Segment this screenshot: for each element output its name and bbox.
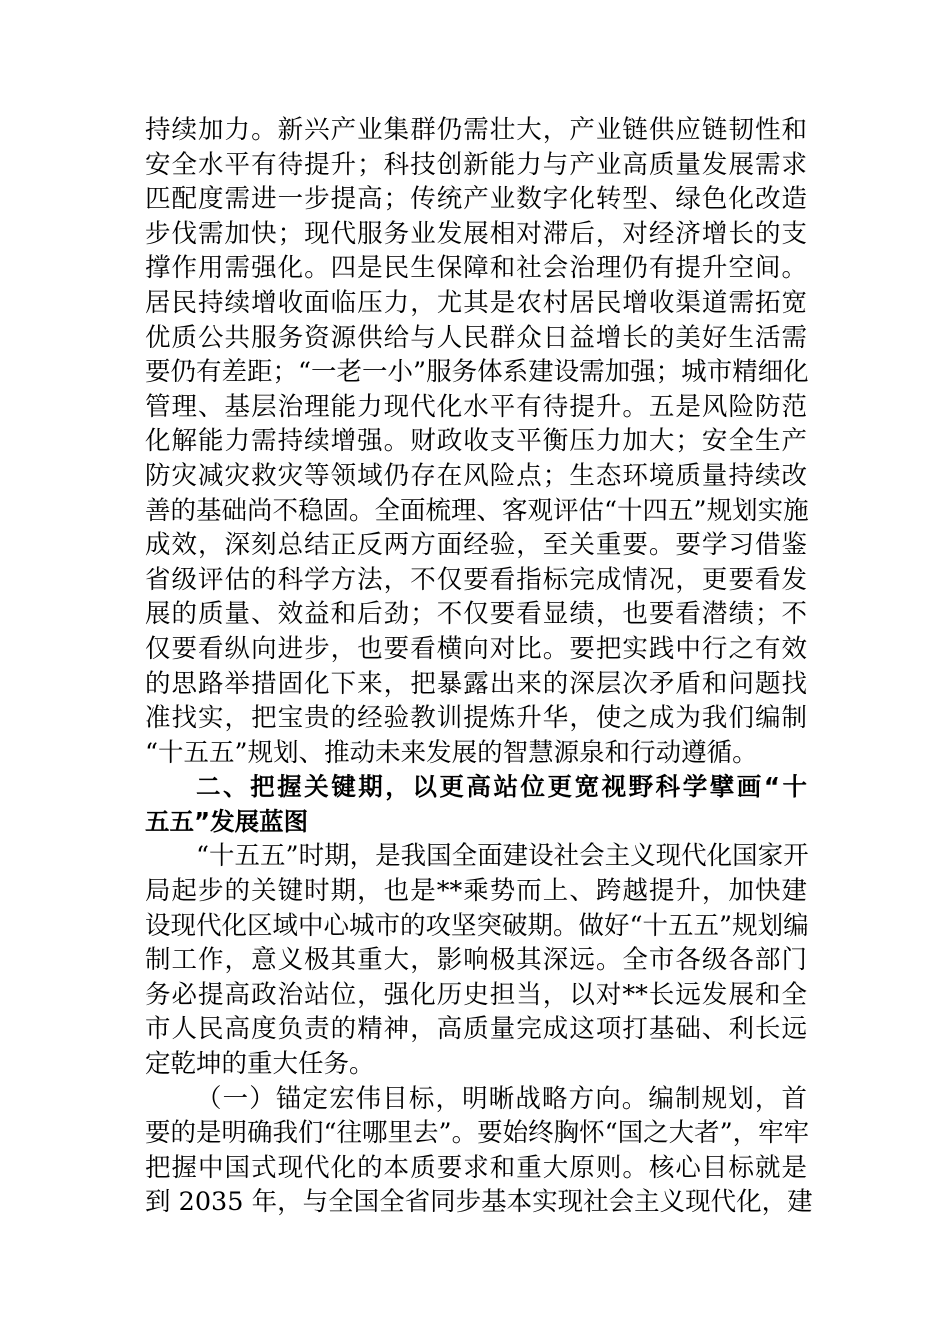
text-line: 持续加力。新兴产业集群仍需壮大，产业链供应链韧性和 <box>145 115 807 145</box>
text-line: 局起步的关键时期，也是**乘势而上、跨越提升，加快建 <box>145 876 807 907</box>
text-line: 到 2035 年，与全国全省同步基本实现社会主义现代化，建 <box>145 1187 813 1218</box>
text-line: 步伐需加快；现代服务业发展相对滞后，对经济增长的支 <box>145 218 807 249</box>
text-line: 省级评估的科学方法，不仅要看指标完成情况，更要看发 <box>145 564 807 595</box>
text-line: 把握中国式现代化的本质要求和重大原则。核心目标就是 <box>145 1152 807 1183</box>
text-line: 准找实，把宝贵的经验教训提炼升华，使之成为我们编制 <box>145 703 807 734</box>
text-line: 优质公共服务资源供给与人民群众日益增长的美好生活需 <box>145 322 807 353</box>
text-line: 撑作用需强化。四是民生保障和社会治理仍有提升空间。 <box>145 253 807 284</box>
text-line: 要的是明确我们“往哪里去”。要始终胸怀“国之大者”，牢牢 <box>145 1118 810 1149</box>
text-line: 务必提高政治站位，强化历史担当，以对**长远发展和全 <box>145 979 807 1010</box>
text-line: 展的质量、效益和后劲；不仅要看显绩，也要看潜绩；不 <box>145 599 807 630</box>
text-line: 设现代化区域中心城市的攻坚突破期。做好“十五五”规划编 <box>145 910 809 941</box>
document-body <box>145 113 813 1220</box>
text-line: 管理、基层治理能力现代化水平有待提升。五是风险防范 <box>145 391 807 422</box>
paragraph-first-line: （一）锚定宏伟目标，明晰战略方向。编制规划，首 <box>196 1083 807 1114</box>
text-line: 居民持续增收面临压力，尤其是农村居民增收渠道需拓宽 <box>145 287 807 318</box>
text-line: 成效，深刻总结正反两方面经验，至关重要。要学习借鉴 <box>145 530 807 561</box>
text-line: 要仍有差距；“一老一小”服务体系建设需加强；城市精细化 <box>145 357 809 388</box>
text-line: “十五五”规划、推动未来发展的智慧源泉和行动遵循。 <box>145 737 758 768</box>
section-heading-line: 五五”发展蓝图 <box>145 806 309 836</box>
text-line: 匹配度需进一步提高；传统产业数字化转型、绿色化改造 <box>145 184 807 215</box>
text-line: 定乾坤的重大任务。 <box>145 1049 375 1080</box>
paragraph-first-line: “十五五”时期，是我国全面建设社会主义现代化国家开 <box>196 841 809 872</box>
text-line: 防灾减灾救灾等领域仍存在风险点；生态环境质量持续改 <box>145 460 807 491</box>
text-line: 化解能力需持续增强。财政收支平衡压力加大；安全生产 <box>145 426 807 457</box>
text-line: 的思路举措固化下来，把暴露出来的深层次矛盾和问题找 <box>145 668 807 699</box>
text-line: 仅要看纵向进步，也要看横向对比。要把实践中行之有效 <box>145 633 807 664</box>
text-line: 善的基础尚不稳固。全面梳理、客观评估“十四五”规划实施 <box>145 495 809 526</box>
text-line: 市人民高度负责的精神，高质量完成这项打基础、利长远 <box>145 1014 807 1045</box>
text-line: 安全水平有待提升；科技创新能力与产业高质量发展需求 <box>145 149 807 180</box>
text-line: 制工作，意义极其重大，影响极其深远。全市各级各部门 <box>145 945 807 976</box>
section-heading-line: 二、把握关键期，以更高站位更宽视野科学擘画“十 <box>196 772 807 802</box>
